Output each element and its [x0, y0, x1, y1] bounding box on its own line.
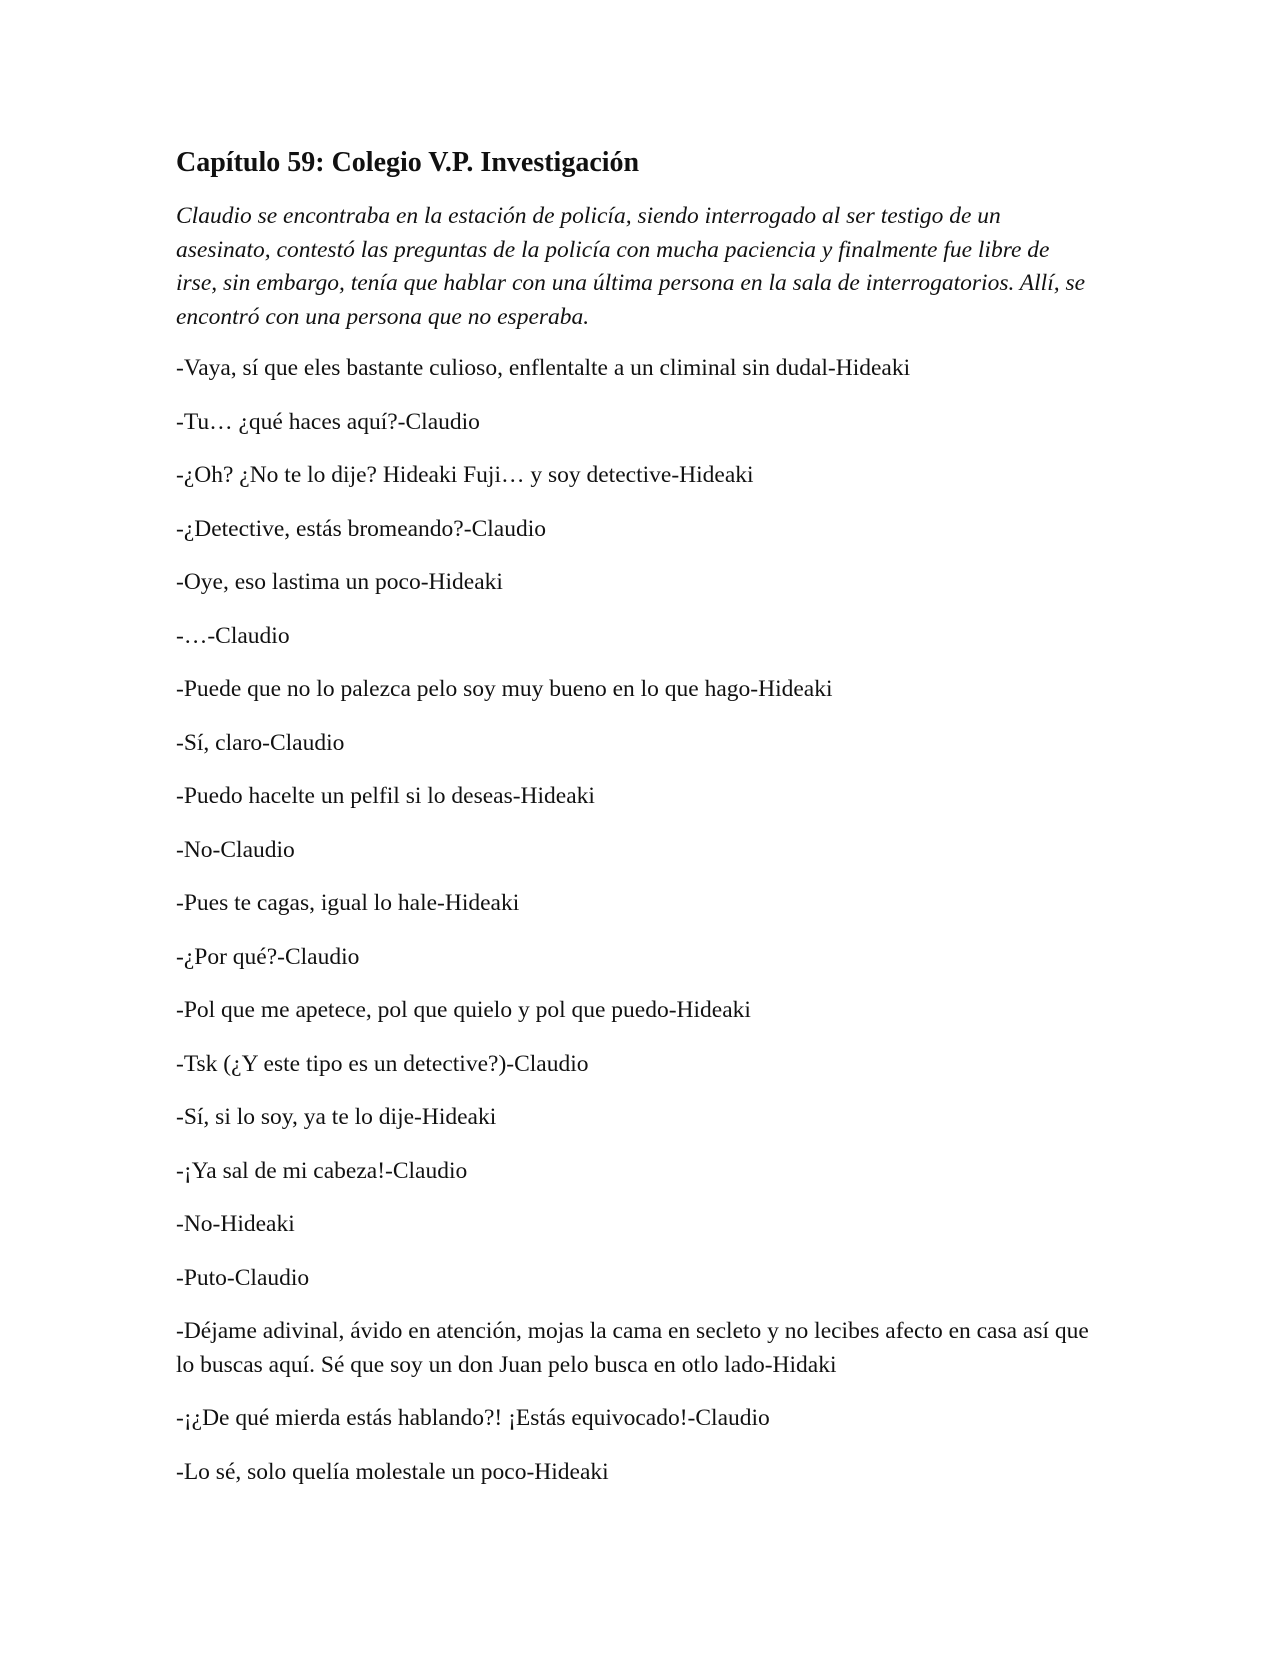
- document-page: [176, 146, 1096, 1509]
- dialogue-line: -No-Claudio: [176, 836, 295, 863]
- chapter-title: Capítulo 59: Colegio V.P. Investigación: [176, 147, 640, 178]
- dialogue-line: -Puedo hacelte un pelfil si lo deseas-Hideaki: [176, 783, 595, 809]
- dialogue-line: -Sí, claro-Claudio: [176, 729, 345, 756]
- dialogue-line: -Puede que no lo palezca pelo soy muy bueno en lo que hago-Hideaki: [176, 676, 833, 702]
- dialogue-line: -Lo sé, solo quelía molestale un poco-Hideaki: [176, 1458, 609, 1485]
- dialogue-line: -¿Por qué?-Claudio: [176, 943, 360, 970]
- dialogue-line: -No-Hideaki: [176, 1211, 295, 1237]
- dialogue-line: -Pues te cagas, igual lo hale-Hideaki: [176, 890, 520, 916]
- dialogue-line: -Sí, si lo soy, ya te lo dije-Hideaki: [176, 1104, 497, 1130]
- dialogue-line: -¡Ya sal de mi cabeza!-Claudio: [176, 1157, 468, 1184]
- dialogue-line: -Oye, eso lastima un poco-Hideaki: [176, 569, 503, 595]
- dialogue-line: -Pol que me apetece, pol que quielo y pol que puedo-Hideaki: [176, 997, 751, 1023]
- chapter-intro: Claudio se encontraba en la estación de policía, siendo interrogado al ser testigo de un asesinato, contestó las preguntas de la policía con mucha paciencia y finalmente fue libre de irse, sin embargo, tenía que hablar con una última persona en la sala de interrogatorios. Allí, se encontró con una persona que no esperaba.: [176, 203, 1086, 330]
- dialogue-line: -¿Detective, estás bromeando?-Claudio: [176, 515, 546, 542]
- dialogue-line: -Tsk (¿Y este tipo es un detective?)-Claudio: [176, 1050, 589, 1077]
- dialogue-line: -¿Oh? ¿No te lo dije? Hideaki Fuji… y soy detective-Hideaki: [176, 462, 754, 488]
- dialogue-line: -Vaya, sí que eles bastante culioso, enflentalte a un climinal sin dudal-Hideaki: [176, 355, 911, 381]
- dialogue-line: -Déjame adivinal, ávido en atención, mojas la cama en secleto y no lecibes afecto en casa así que lo buscas aquí. Sé que soy un don Juan pelo busca en otlo lado-Hidaki: [176, 1318, 1089, 1378]
- dialogue-line: -…-Claudio: [176, 622, 290, 649]
- dialogue-line: -Puto-Claudio: [176, 1264, 310, 1291]
- dialogue: [176, 352, 1096, 1489]
- dialogue-line: -Tu… ¿qué haces aquí?-Claudio: [176, 408, 480, 435]
- dialogue-line: -¡¿De qué mierda estás hablando?! ¡Estás equivocado!-Claudio: [176, 1405, 770, 1431]
